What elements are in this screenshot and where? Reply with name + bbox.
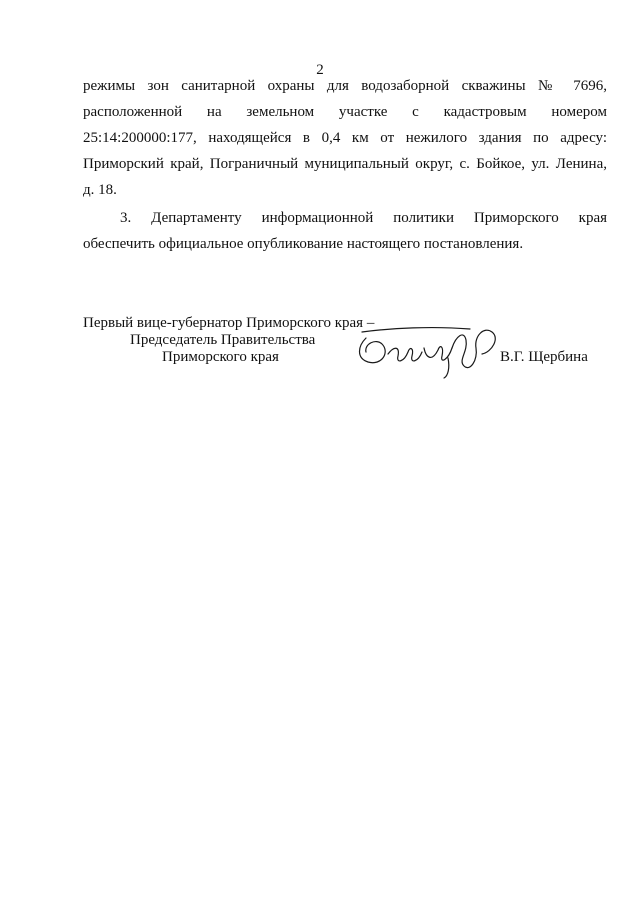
position-line: Председатель Правительства bbox=[130, 332, 316, 348]
paragraph-line: 25:14:200000:177, находящейся в 0,4 км от нежилого здания по адресу: bbox=[83, 130, 607, 146]
position-line: Приморского края bbox=[162, 349, 279, 365]
paragraph-line: Приморский край, Пограничный муниципальный округ, с. Бойкое, ул. Ленина, bbox=[83, 156, 607, 172]
signatory-name: В.Г. Щербина bbox=[500, 349, 588, 365]
paragraph-sanitary-zones bbox=[83, 73, 607, 203]
position-line: Первый вице-губернатор Приморского края – bbox=[83, 315, 375, 331]
handwritten-signature bbox=[352, 318, 520, 380]
paragraph-publication-order bbox=[83, 205, 607, 257]
paragraph-line: 3. Департаменту информационной политики Приморского края bbox=[120, 210, 607, 226]
signatory-position bbox=[83, 315, 374, 366]
paragraph-line: д. 18. bbox=[83, 182, 117, 198]
page-number: 2 bbox=[316, 62, 324, 78]
paragraph-line: обеспечить официальное опубликование настоящего постановления. bbox=[83, 236, 524, 252]
paragraph-line: режимы зон санитарной охраны для водозаборной скважины № 7696, bbox=[83, 78, 607, 94]
paragraph-line: расположенной на земельном участке с кадастровым номером bbox=[83, 104, 607, 120]
